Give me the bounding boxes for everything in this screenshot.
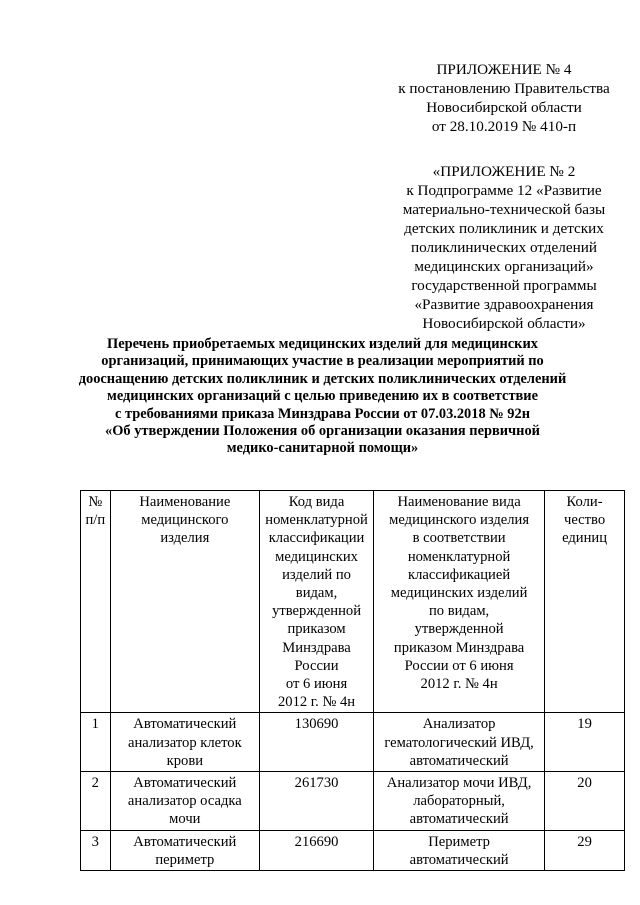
cell-device-name: Автоматический анализатор клеток крови (110, 713, 259, 772)
header-quantity: Коли- чество единиц (545, 491, 625, 713)
header-number: № п/п (81, 491, 111, 713)
annex-sub-block (380, 162, 628, 333)
cell-device-name: Автоматический анализатор осадка мочи (110, 772, 259, 831)
annex-sub-line: поликлинических отделений (411, 239, 597, 256)
title-line: медицинских организаций с целью приведению их в соответствие (107, 388, 538, 405)
header-device-kind: Наименование вида медицинского изделия в соответствии номенклатурной классификацией медицинских изделий по видам, утвержденной приказом Минздрава России от 6 июня 2012 г. № 4н (374, 491, 545, 713)
annex-sub-line: «Развитие здравоохранения (414, 296, 594, 313)
annex-sub-line: государственной программы (411, 277, 597, 294)
table-header-row (81, 491, 625, 713)
annex-main-line: Новосибирской области (426, 99, 582, 116)
cell-quantity: 20 (545, 772, 625, 831)
cell-code: 130690 (260, 713, 374, 772)
annex-sub-line: детских поликлиник и детских (404, 220, 604, 237)
cell-device-name: Автоматический периметр (110, 830, 259, 870)
title-line: Перечень приобретаемых медицинских изделий для медицинских (107, 336, 538, 352)
header-code: Код вида номенклатурной классификации медицинских изделий по видам, утвержденной приказом Минздрава России от 6 июня 2012 г. № 4н (260, 491, 374, 713)
title-line: дооснащению детских поликлиник и детских поликлинических отделений (78, 370, 567, 387)
cell-number: 3 (81, 830, 111, 870)
title-line: медико-санитарной помощи» (226, 440, 419, 457)
cell-quantity: 29 (545, 830, 625, 870)
cell-device-kind: Периметр автоматический (374, 830, 545, 870)
annex-sub-line: материально-технической базы (402, 201, 606, 218)
title-line: организаций, принимающих участие в реализации мероприятий по (101, 353, 544, 370)
header-device-name: Наименование медицинского изделия (110, 491, 259, 713)
cell-code: 216690 (260, 830, 374, 870)
table-row (81, 772, 625, 831)
annex-main-line: к постановлению Правительства (398, 80, 610, 97)
cell-number: 1 (81, 713, 111, 772)
annex-sub-line: Новосибирской области» (422, 315, 586, 332)
annex-sub-line: «ПРИЛОЖЕНИЕ № 2 (432, 163, 576, 180)
document-title (40, 336, 605, 458)
cell-code: 261730 (260, 772, 374, 831)
cell-number: 2 (81, 772, 111, 831)
devices-table (80, 490, 625, 871)
title-line: «Об утверждении Положения об организации оказания первичной (105, 423, 540, 440)
cell-device-kind: Анализатор гематологический ИВД, автоматический (374, 713, 545, 772)
table-row (81, 713, 625, 772)
cell-device-kind: Анализатор мочи ИВД, лабораторный, автоматический (374, 772, 545, 831)
annex-main-block (380, 60, 628, 136)
cell-quantity: 19 (545, 713, 625, 772)
annex-sub-line: к Подпрограмме 12 «Развитие (406, 182, 602, 199)
table-row (81, 830, 625, 870)
title-line: с требованиями приказа Минздрава России от 07.03.2018 № 92н (114, 405, 530, 422)
annex-main-line: от 28.10.2019 № 410-п (431, 118, 577, 135)
annex-sub-line: медицинских организаций» (414, 258, 594, 275)
annex-main-line: ПРИЛОЖЕНИЕ № 4 (436, 61, 572, 78)
